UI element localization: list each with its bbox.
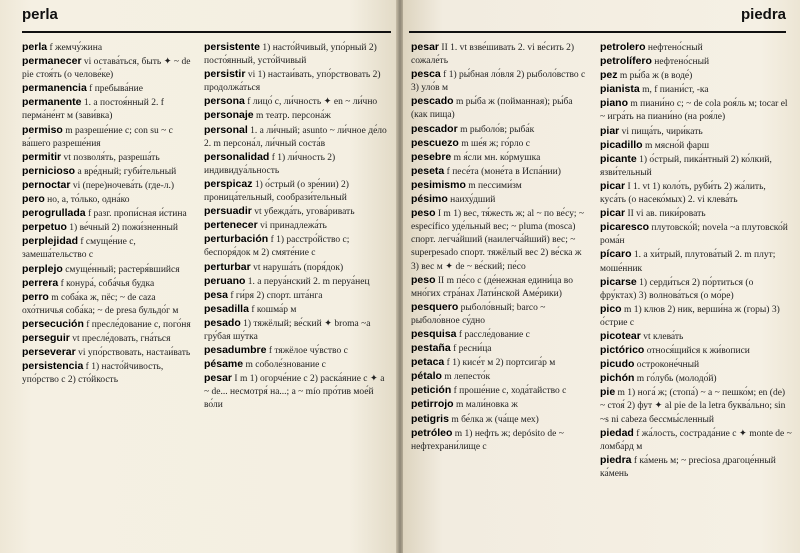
dictionary-entry [22, 263, 196, 277]
entry-definition: m рыболо́в; рыба́к [457, 124, 535, 135]
dictionary-entry [22, 291, 196, 318]
dictionary-entry [411, 123, 591, 137]
entry-headword: personalidad [204, 150, 270, 163]
dictionary-entry [600, 248, 792, 275]
entry-definition: f конура́, соба́чья будка [58, 278, 155, 289]
entry-headword: perseguir [22, 331, 70, 344]
entry-headword: permanecer [22, 55, 82, 68]
entry-definition: смуще́нный; растеря́вшийся [62, 264, 180, 275]
entry-definition: f ресни́ца [450, 344, 492, 355]
entry-headword: persistente [204, 41, 261, 53]
entry-definition: m 1) нога́ ж; (стопа́) ~ a ~ пешко́м; en (de) ~ стоя́ 2) фут ✦ al pie de la letra буква́льно; sin ~s ni cabeza бессмы́сленный [600, 388, 786, 425]
entry-headword: personal [204, 123, 248, 136]
dictionary-entry [22, 124, 196, 151]
dictionary-entry [204, 289, 390, 303]
entry-headword: perplejo [22, 262, 63, 275]
entry-headword: piedad [600, 426, 634, 439]
entry-headword: picarse [600, 275, 637, 288]
entry-definition: vi 1) настаи́вать, упо́рствовать 2) продолжа́ться [204, 70, 381, 94]
entry-definition: m соболе́знование с [243, 360, 326, 371]
entry-definition: II 1. vt взве́шивать 2. vi ве́сить 2) сожале́ть [411, 43, 575, 67]
entry-definition: vi (пере)ночева́ть (где-л.) [70, 180, 175, 191]
entry-definition: m бе́лка ж (ча́ще мех) [448, 414, 539, 425]
dictionary-entry [22, 82, 196, 96]
right-column-2 [600, 41, 792, 547]
dictionary-entry [411, 95, 591, 122]
entry-definition: vt клева́ть [640, 331, 684, 342]
entry-definition: m 1) нефть ж; depósito de ~ нефтехрани́лище с [411, 428, 564, 452]
entry-definition: f 1) ли́чность 2) индивидуа́льность [204, 152, 336, 176]
entry-definition: I m 1) огорче́ние с 2) раска́яние с ✦ a ~ de... несмотря́ на...; a ~ mío про́тив мое́й во́ли [204, 374, 385, 411]
dictionary-entry [600, 41, 792, 55]
entry-definition: m ры́ба ж (в воде́) [617, 71, 693, 82]
entry-definition: относя́щийся к жи́вописи [644, 346, 750, 357]
entry-definition: наиху́дший [447, 195, 496, 206]
entry-headword: pesadilla [204, 302, 249, 315]
dictionary-entry [22, 332, 196, 346]
entry-definition: 1. a ли́чный; asunto ~ ли́чное де́ло 2. m персона́л, ли́чный соста́в [204, 125, 387, 149]
entry-definition: vt позволя́ть, разреша́ть [61, 152, 160, 163]
entry-definition: m театр. персона́ж [253, 111, 331, 122]
entry-definition: II m пе́со с (де́нежная едини́ца во мно́гих стра́нах Лати́нской Аме́рики) [411, 275, 573, 299]
entry-headword: persistencia [22, 360, 84, 373]
entry-headword: picar [600, 207, 626, 220]
entry-definition: m, f пиани́ст, -ка [639, 85, 709, 96]
entry-definition: 1) о́стрый, пика́нтный 2) ко́лкий, язви́тельный [600, 154, 772, 178]
dictionary-entry [204, 261, 390, 275]
entry-headword: pico [600, 302, 622, 315]
dictionary-entry [411, 274, 591, 301]
entry-headword: pichón [600, 372, 635, 385]
dictionary-entry [600, 139, 792, 153]
dictionary-entry [411, 301, 591, 328]
dictionary-entry [411, 328, 591, 342]
left-column-2 [204, 41, 390, 547]
dictionary-entry [204, 109, 390, 123]
entry-headword: peso [411, 273, 436, 286]
entry-headword: piar [600, 124, 620, 137]
dictionary-entry [22, 235, 196, 262]
dictionary-entry [22, 151, 196, 165]
dictionary-entry [600, 454, 792, 481]
dictionary-entry [204, 178, 390, 205]
entry-definition: 1) тяжёлый; ве́ский ✦ broma ~a гру́бая шу́тка [204, 318, 371, 342]
entry-definition: f 1) расстро́йство с; беспоря́док м 2) смяте́ние с [204, 235, 350, 259]
entry-definition: f проше́ние с, хода́тайство с [451, 386, 567, 397]
entry-headword: pescador [411, 122, 458, 135]
dictionary-entry [204, 95, 390, 109]
entry-definition: m мали́новка ж [453, 400, 518, 411]
header-rule-left [22, 31, 391, 33]
entry-definition: m пиани́но с; ~ de cola роя́ль м; tocar el ~ игра́ть на пиани́но (на роя́ле) [600, 99, 788, 123]
dictionary-entry [22, 193, 196, 207]
entry-headword: perrera [22, 276, 59, 289]
entry-headword: perspicaz [204, 177, 253, 190]
entry-headword: picadillo [600, 138, 643, 151]
dictionary-entry [22, 41, 196, 55]
entry-headword: peso [411, 207, 436, 220]
entry-definition: m го́лубь (молодо́й) [634, 374, 717, 385]
entry-headword: petirrojo [411, 398, 454, 411]
entry-definition: но, а, то́лько, одна́ко [44, 195, 130, 206]
entry-headword: petróleo [411, 426, 453, 439]
entry-headword: pesquero [411, 300, 459, 313]
dictionary-entry [411, 356, 591, 370]
dictionary-entry [411, 427, 591, 454]
entry-headword: perla [22, 41, 48, 53]
entry-headword: perplejidad [22, 235, 79, 248]
entry-definition: f жа́лость, сострада́ние с ✦ monte de ~ ломба́рд м [600, 428, 792, 452]
entry-headword: perogrullada [22, 207, 86, 220]
entry-headword: persuadir [204, 205, 252, 218]
dictionary-entry [600, 372, 792, 386]
entry-definition: 1) о́стрый (о зре́нии) 2) проница́тельный, сообрази́тельный [204, 179, 349, 204]
dictionary-entry [411, 207, 591, 273]
entry-definition: m я́сли мн. ко́рмушка [451, 152, 541, 163]
entry-headword: pictórico [600, 344, 645, 357]
entry-headword: pesa [204, 288, 228, 301]
entry-definition: vt наруша́ть (поря́док) [250, 262, 344, 273]
entry-headword: pescado [411, 95, 454, 108]
dictionary-entry [204, 233, 390, 260]
dictionary-entry [411, 68, 591, 95]
dictionary-entry [22, 221, 196, 235]
entry-definition: плутовско́й; novela ~a плутовско́й рома́н [600, 223, 788, 247]
dictionary-entry [22, 360, 196, 387]
header-rule-right [409, 31, 786, 33]
entry-headword: petigris [411, 412, 449, 425]
entry-headword: pesadumbre [204, 344, 267, 357]
entry-definition: f кошма́р м [248, 304, 297, 315]
entry-headword: pie [600, 386, 616, 399]
entry-headword: persistir [204, 68, 246, 81]
dictionary-entry [600, 330, 792, 344]
right-page [403, 0, 800, 553]
entry-headword: pesar [204, 372, 233, 385]
entry-headword: pesado [204, 316, 241, 329]
entry-definition: рыболо́вный; barco ~ рыболо́вное су́дно [411, 302, 546, 326]
entry-definition: f песе́та (моне́та в Испа́нии) [444, 166, 561, 177]
running-head-left: perla [22, 6, 58, 23]
dictionary-entry [204, 41, 390, 68]
dictionary-entry [600, 125, 792, 139]
entry-definition: f 1) ры́бная ло́вля 2) рыболо́вство с 3) уло́в м [411, 70, 586, 94]
entry-headword: piano [600, 97, 628, 110]
entry-definition: 1) насто́йчивый, упо́рный 2) посто́янный, усто́йчивый [204, 43, 377, 67]
dictionary-entry [204, 372, 390, 412]
entry-headword: petrolífero [600, 55, 652, 68]
entry-headword: pesquisa [411, 327, 457, 340]
entry-headword: perro [22, 290, 49, 303]
entry-headword: pésimo [411, 193, 448, 206]
dictionary-entry [22, 179, 196, 193]
entry-definition: f пребыва́ние [86, 84, 143, 95]
entry-headword: pianista [600, 83, 640, 96]
entry-definition: нефтено́сный [651, 57, 710, 68]
entry-definition: f 1) насто́йчивость, упо́рство с 2) сто́йкость [22, 362, 164, 386]
dictionary-entry [600, 55, 792, 69]
entry-headword: picotear [600, 329, 641, 342]
dictionary-entry [600, 344, 792, 358]
entry-definition: vi принадлежа́ть [257, 221, 327, 232]
entry-headword: persecución [22, 317, 84, 330]
entry-headword: perpetuo [22, 221, 67, 234]
entry-definition: vt убежда́ть, угова́ривать [251, 207, 355, 218]
entry-definition: m разреше́ние с; con su ~ с ва́шего разреше́ния [22, 125, 173, 149]
entry-headword: piedra [600, 453, 632, 466]
dictionary-entry [204, 124, 390, 151]
entry-definition: a вре́дный; губи́тельный [75, 166, 177, 177]
entry-headword: peruano [204, 274, 246, 287]
entry-headword: pétalo [411, 370, 442, 383]
entry-definition: 1) серди́ться 2) по́ртиться (о фру́ктах) 3) волнова́ться (о мо́ре) [600, 277, 754, 301]
entry-definition: m лепесто́к [441, 372, 491, 383]
dictionary-entry [600, 303, 792, 330]
entry-headword: pícaro [600, 248, 632, 261]
entry-definition: m пессими́зм [465, 180, 522, 191]
running-head-right: piedra [740, 6, 786, 23]
entry-definition: 1. a хи́трый, плутова́тый 2. m плут; моше́нник [600, 250, 776, 274]
entry-headword: picudo [600, 358, 635, 371]
dictionary-entry [22, 165, 196, 179]
dictionary-entry [411, 165, 591, 179]
entry-headword: persona [204, 95, 245, 108]
entry-headword: picar [600, 179, 626, 192]
dictionary-entry [600, 358, 792, 372]
entry-definition: m ры́ба ж (пойманная); ры́ба (как пища) [411, 97, 573, 121]
dictionary-entry [22, 207, 196, 221]
dictionary-entry [204, 219, 390, 233]
entry-headword: peseta [411, 164, 445, 177]
entry-headword: pesebre [411, 150, 452, 163]
dictionary-entry [600, 180, 792, 207]
entry-definition: m мясно́й фарш [642, 140, 710, 151]
entry-headword: pesimismo [411, 178, 466, 191]
entry-headword: perturbar [204, 260, 251, 273]
dictionary-entry [204, 205, 390, 219]
entry-definition: f тяжёлое чу́вство с [266, 346, 348, 357]
entry-headword: pernicioso [22, 164, 76, 177]
dictionary-entry [411, 342, 591, 356]
left-page [0, 0, 397, 553]
entry-headword: pernoctar [22, 178, 71, 191]
entry-definition: 1) ве́чный 2) пожи́зненный [66, 223, 178, 234]
entry-headword: pestaña [411, 342, 451, 355]
dictionary-entry [204, 358, 390, 372]
entry-definition: f рассле́дование с [456, 329, 530, 340]
entry-definition: f ги́ря 2) спорт. шта́нга [227, 290, 323, 301]
dictionary-entry [600, 69, 792, 83]
dictionary-entry [204, 303, 390, 317]
entry-definition: f разг. пропи́сная и́стина [85, 209, 187, 220]
dictionary-entry [204, 275, 390, 289]
entry-definition: f пресле́дование с, пого́ня [83, 319, 191, 330]
entry-definition: II vi ав. пики́ровать [625, 209, 706, 220]
entry-headword: petrolero [600, 41, 646, 53]
entry-definition: f жемчу́жина [47, 43, 103, 53]
entry-headword: permanencia [22, 82, 87, 95]
entry-definition: vi остава́ться, быть ✦ ~ de pie стоя́ть (о челове́ке) [22, 57, 191, 81]
dictionary-entry [600, 153, 792, 180]
dictionary-entry [600, 427, 792, 454]
entry-definition: vt пресле́довать, гна́ться [69, 333, 171, 344]
dictionary-entry [600, 207, 792, 221]
entry-definition: f лицо́ с, ли́чность ✦ en ~ ли́чно [244, 97, 378, 108]
dictionary-entry [600, 221, 792, 248]
entry-headword: picante [600, 152, 637, 165]
entry-headword: pescuezo [411, 136, 459, 149]
entry-definition: I 1. vt 1) коло́ть, руби́ть 2) жа́лить, куса́ть (о насеко́мых) 2. vi клева́ть [600, 181, 766, 206]
right-column-1 [411, 41, 591, 547]
dictionary-entry [204, 344, 390, 358]
entry-headword: permitir [22, 150, 62, 163]
entry-definition: vi упо́рствовать, настаи́вать [75, 348, 191, 359]
entry-headword: pésame [204, 358, 244, 371]
dictionary-entry [600, 276, 792, 303]
dictionary-entry [411, 151, 591, 165]
entry-definition: f смуще́ние с, замеша́тельство с [22, 237, 136, 261]
dictionary-entry [411, 398, 591, 412]
entry-headword: petición [411, 384, 452, 397]
dictionary-entry [411, 193, 591, 207]
entry-headword: personaje [204, 109, 254, 122]
dictionary-entry [411, 41, 591, 68]
dictionary-entry [600, 83, 792, 97]
dictionary-entry [22, 346, 196, 360]
dictionary-entry [411, 137, 591, 151]
dictionary-entry [204, 151, 390, 178]
dictionary-entry [22, 318, 196, 332]
entry-headword: pero [22, 193, 45, 206]
entry-headword: permiso [22, 123, 63, 136]
entry-headword: pez [600, 69, 618, 82]
dictionary-entry [204, 317, 390, 344]
entry-headword: pesca [411, 68, 441, 81]
dictionary-entry [411, 413, 591, 427]
dictionary-entry [411, 384, 591, 398]
dictionary-entry [22, 277, 196, 291]
entry-headword: pesar [411, 41, 440, 53]
entry-definition: нефтено́сный [645, 43, 703, 53]
entry-definition: f ка́мень м; ~ preciosa драгоце́нный ка́мень [600, 455, 776, 479]
dictionary-entry [411, 179, 591, 193]
entry-definition: f 1) кисе́т м 2) портсига́р м [444, 358, 556, 369]
entry-definition: остроконе́чный [634, 360, 700, 371]
entry-headword: perseverar [22, 346, 76, 359]
entry-headword: petaca [411, 356, 445, 369]
entry-headword: picaresco [600, 221, 650, 234]
entry-headword: permanente [22, 96, 82, 109]
dictionary-entry [600, 386, 792, 426]
dictionary-entry [22, 55, 196, 82]
dictionary-entry [600, 97, 792, 124]
entry-definition: I m 1) вес, тя́жесть ж; al ~ по ве́су; ~ específico уде́льный вес; ~ pluma (mosca) спорт. легча́йший (наилегча́йший) вес; ~ superpesado спорт. тяжёлый вес 2) ве́ска ж 3) вес м ✦ de ~ ве́ский; пе́со [411, 209, 584, 272]
entry-definition: 1. a перуа́нский 2. m перуа́нец [245, 276, 370, 287]
entry-definition: 1. a постоя́нный 2. f перма́не́нт м (зави́вка) [22, 98, 164, 122]
entry-definition: vi пища́ть, чири́кать [619, 126, 703, 137]
dictionary-entry [22, 96, 196, 123]
entry-headword: pertenecer [204, 219, 258, 232]
entry-definition: m 1) клюв 2) ник, верши́на ж (горы) 3) о́стрие с [600, 304, 780, 328]
dictionary-entry [204, 68, 390, 95]
entry-definition: m ше́я ж; го́рло с [458, 138, 530, 149]
entry-definition: m соба́ка ж, пёс; ~ de caza охо́тничья соба́ка; ~ de presa бульдо́г м [22, 292, 179, 316]
left-column-1 [22, 41, 196, 547]
entry-headword: perturbación [204, 233, 269, 246]
dictionary-entry [411, 370, 591, 384]
